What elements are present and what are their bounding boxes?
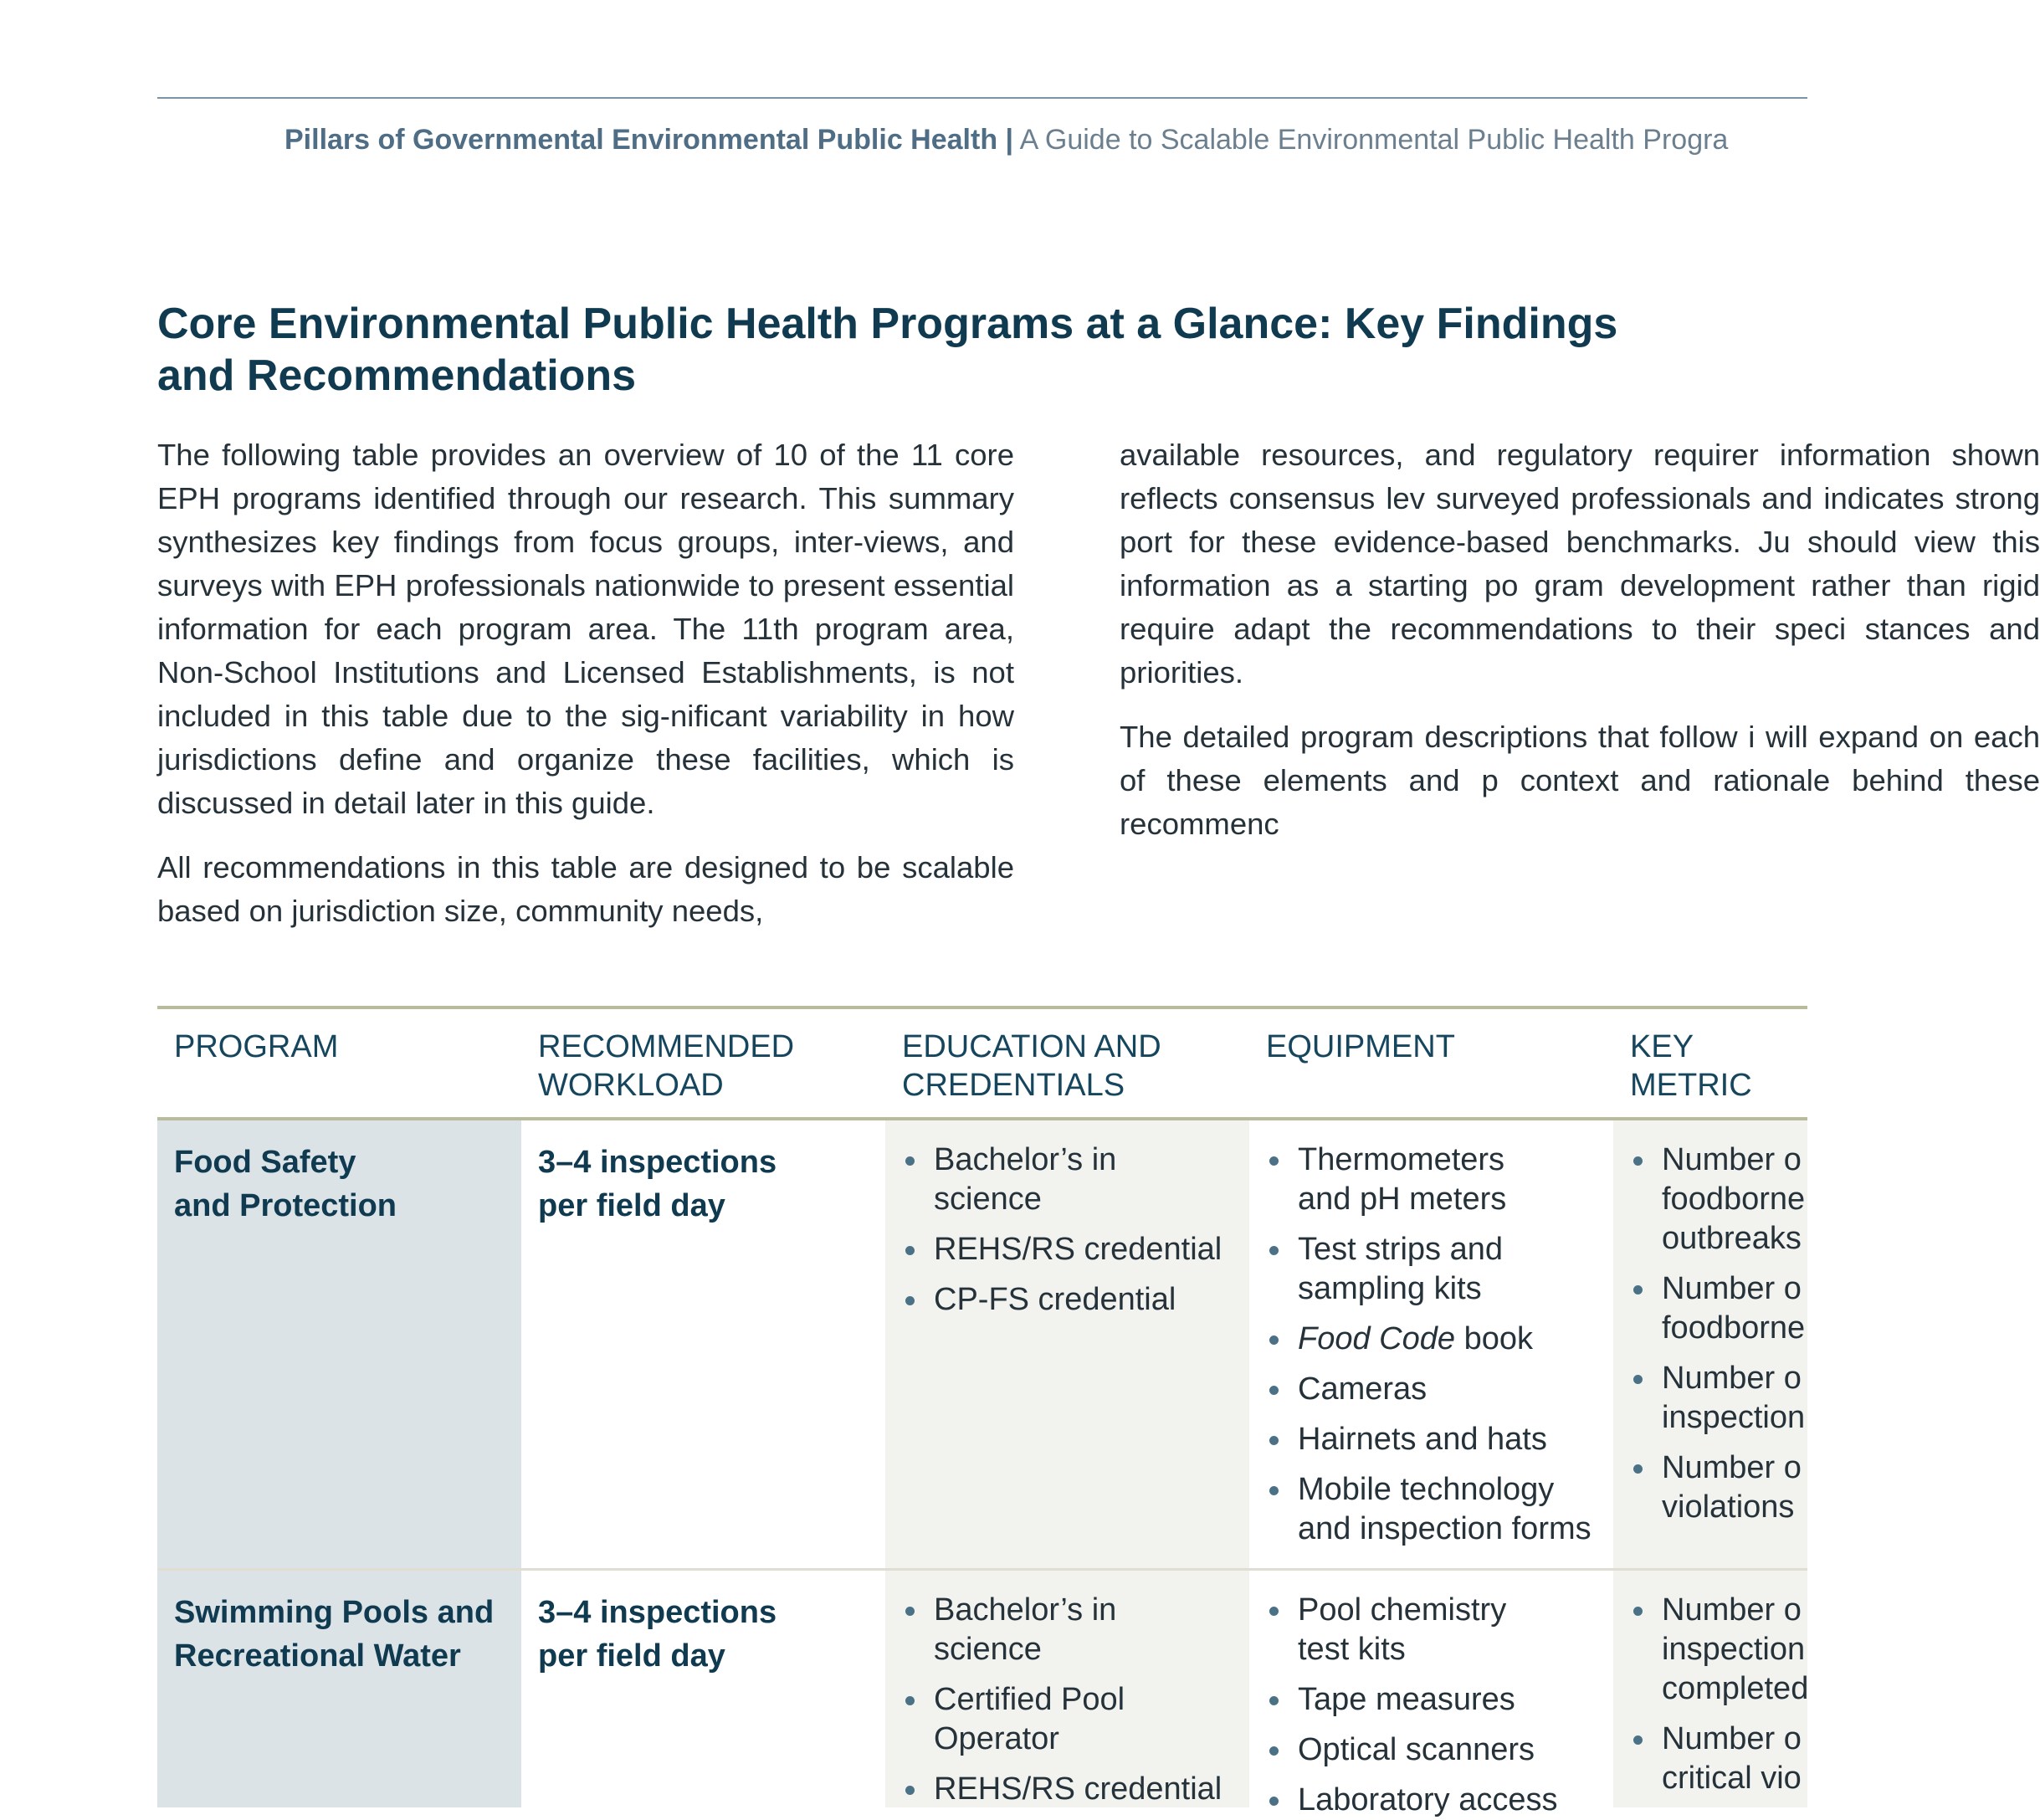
list-item: Tape measures — [1266, 1680, 1597, 1720]
list-item: Certified Pool Operator — [902, 1680, 1233, 1759]
table-row-food-safety-workload: 3–4 inspections per field day — [521, 1120, 885, 1568]
table-row-food-safety-metrics — [1613, 1120, 1807, 1568]
list-item: Thermometers and pH meters — [1266, 1141, 1597, 1219]
table-row-pools-program: Swimming Pools and Recreational Water — [157, 1571, 521, 1807]
running-header-title: Pillars of Governmental Environmental Public Health — [284, 124, 998, 156]
page-title-line-2: and Recommendations — [157, 351, 637, 400]
table-row-pools-education — [885, 1571, 1249, 1807]
intro-paragraph: The following table provides an overview of 10 of the 11 core EPH programs identified through our research. This summary synthesizes key findings from focus groups, inter-views, and surveys with EPH professionals nationwide to present essential information for each program area. The 11th program area, Non-School Institutions and Licensed Establishments, is not included in this table due to the sig-nificant variability in how jurisdictions define and organize these facilities, which is discussed in detail later in this guide. — [157, 438, 1014, 820]
list-item: Number o foodborne — [1630, 1269, 1791, 1348]
list-item: Number o inspection completed — [1630, 1591, 1791, 1709]
list-item: CP-FS credential — [902, 1280, 1233, 1320]
intro-paragraph: The detailed program descriptions that follow i will expand on each of these elements and p context and rationale behind these recommenc — [1120, 720, 2040, 841]
intro-right-column — [1120, 433, 2040, 867]
table-row-pools-equipment — [1249, 1571, 1613, 1817]
running-header — [284, 124, 1728, 156]
header-rule — [157, 97, 1807, 99]
column-header-program: PROGRAM — [174, 1029, 339, 1064]
list-item: Number o inspection — [1630, 1359, 1791, 1438]
table-top-rule — [157, 1006, 1807, 1009]
column-header-equipment: EQUIPMENT — [1266, 1029, 1455, 1064]
intro-paragraph: All recommendations in this table are designed to be scalable based on jurisdiction size, community needs, — [157, 850, 1014, 928]
list-item: Test strips and sampling kits — [1266, 1230, 1597, 1309]
column-header-metrics: KEY METRIC — [1630, 1029, 1752, 1103]
table-row-food-safety-education — [885, 1120, 1249, 1568]
list-item: Pool chemistry test kits — [1266, 1591, 1597, 1669]
list-item: Hairnets and hats — [1266, 1420, 1597, 1459]
list-item: REHS/RS credential — [902, 1230, 1233, 1269]
intro-paragraph: available resources, and regulatory requirer information shown reflects consensus lev surveyed professionals and indicates strong port for these evidence-based benchmarks. Ju should view this information as a starting po gram development rather than rigid require adapt the recommendations to their speci stances and priorities. — [1120, 438, 2040, 690]
running-header-separator: | — [1005, 124, 1014, 156]
list-item: Mobile technology and inspection forms — [1266, 1470, 1597, 1549]
table-row-food-safety-program: Food Safety and Protection — [157, 1120, 521, 1568]
table-row-pools-metrics — [1613, 1571, 1807, 1807]
list-item: Number o violations — [1630, 1448, 1791, 1527]
list-item: Optical scanners — [1266, 1730, 1597, 1770]
list-item: Food Code book — [1266, 1320, 1597, 1359]
column-header-education: EDUCATION AND CREDENTIALS — [902, 1029, 1161, 1103]
table-row-pools-workload: 3–4 inspections per field day — [521, 1571, 885, 1807]
page-title-line-1: Core Environmental Public Health Programs at a Glance: Key Findings — [157, 300, 1618, 348]
list-item: Cameras — [1266, 1370, 1597, 1409]
list-item: Laboratory access — [1266, 1781, 1597, 1820]
running-header-subtitle: A Guide to Scalable Environmental Public Health Progra — [1019, 124, 1729, 156]
list-item: Number o foodborne outbreaks — [1630, 1141, 1791, 1259]
list-item: Number o critical vio — [1630, 1720, 1791, 1798]
list-item: REHS/RS credential — [902, 1770, 1233, 1809]
list-item: Bachelor’s in science — [902, 1141, 1233, 1219]
column-header-workload: RECOMMENDED WORKLOAD — [538, 1029, 795, 1103]
intro-left-column — [157, 433, 1014, 954]
page-title — [157, 298, 1747, 402]
table-row-food-safety-equipment — [1249, 1120, 1613, 1568]
list-item: Bachelor’s in science — [902, 1591, 1233, 1669]
